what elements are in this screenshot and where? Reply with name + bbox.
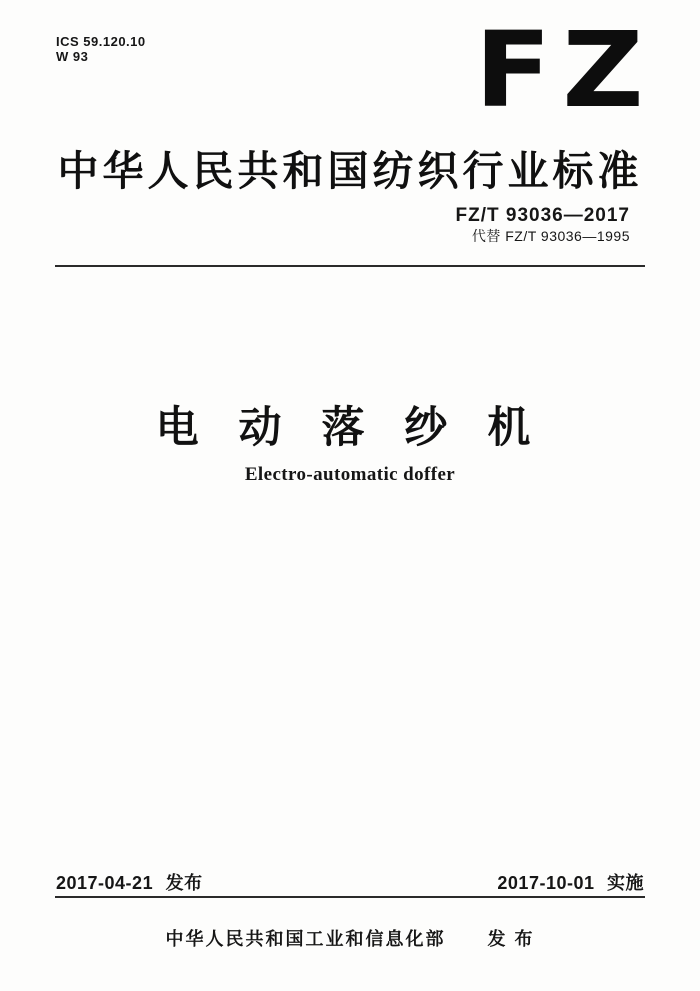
standard-number-block bbox=[456, 204, 630, 245]
effective-date-label: 实施 bbox=[607, 873, 644, 893]
ics-code: ICS 59.120.10 bbox=[56, 34, 146, 49]
date-row bbox=[56, 869, 644, 895]
publisher-name: 中华人民共和国工业和信息化部 bbox=[165, 929, 446, 949]
issue-date: 2017-04-21 bbox=[56, 873, 154, 893]
issue-date-label: 发布 bbox=[165, 873, 203, 893]
ics-classification bbox=[56, 34, 146, 64]
document-title-cn: 电 动 落 纱 机 bbox=[155, 404, 545, 452]
document-title-en: Electro-automatic doffer bbox=[244, 464, 456, 485]
effective-date-item bbox=[497, 869, 644, 895]
ics-class-code: W 93 bbox=[56, 49, 89, 64]
bottom-divider bbox=[55, 896, 645, 898]
standard-number: FZ/T 93036—2017 bbox=[455, 205, 630, 226]
release-label: 发 布 bbox=[487, 929, 535, 949]
issue-date-item bbox=[56, 869, 203, 895]
replaces-note: 代替 FZ/T 93036—1995 bbox=[471, 228, 630, 244]
top-divider bbox=[55, 265, 645, 267]
fz-logo: FZ bbox=[474, 9, 654, 131]
publisher-row bbox=[0, 925, 700, 951]
effective-date: 2017-10-01 bbox=[497, 873, 595, 893]
standard-heading: 中华人民共和国纺织行业标准 bbox=[57, 148, 643, 194]
